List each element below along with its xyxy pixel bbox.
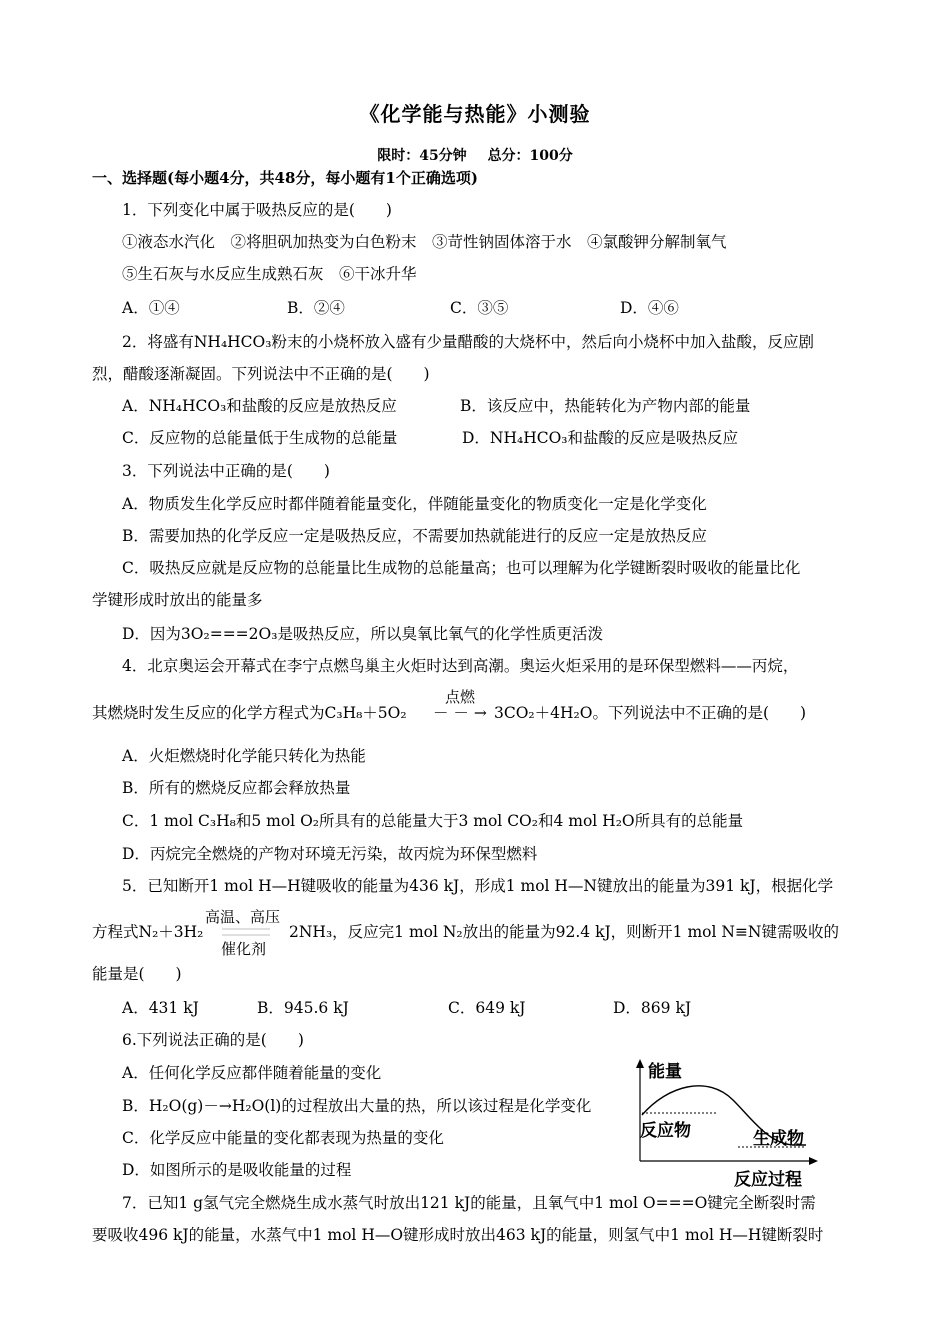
question-4-option-d: D．丙烷完全燃烧的产物对环境无污染，故丙烷为环保型燃料 bbox=[122, 845, 538, 863]
question-5-stem-2-end: 2NH₃，反应完1 mol N₂放出的能量为92.4 kJ，则断开1 mol N≡N键需吸收的 bbox=[289, 923, 839, 941]
question-2-option-d: D．NH₄HCO₃和盐酸的反应是吸热反应 bbox=[462, 429, 739, 447]
question-1-option-b: B．②④ bbox=[287, 299, 345, 317]
question-2-stem-1: 2．将盛有NH₄HCO₃粉末的小烧杯放入盛有少量醋酸的大烧杯中，然后向小烧杯中加入盐酸，反应剧 bbox=[122, 333, 814, 351]
question-3-option-c-2: 学键形成时放出的能量多 bbox=[92, 591, 263, 609]
energy-diagram bbox=[628, 1055, 828, 1190]
question-4-option-a: A．火炬燃烧时化学能只转化为热能 bbox=[122, 747, 366, 765]
exam-meta bbox=[0, 145, 950, 165]
section-heading: 一、选择题(每小题4分，共48分，每小题有1个正确选项) bbox=[92, 169, 478, 187]
question-4-stem-2-end: 3CO₂＋4H₂O。下列说法中不正确的是( ) bbox=[494, 704, 807, 722]
question-6-option-b: B．H₂O(g)－→H₂O(l)的过程放出大量的热，所以该过程是化学变化 bbox=[122, 1097, 592, 1115]
question-4-option-b: B．所有的燃烧反应都会释放热量 bbox=[122, 779, 351, 797]
question-4-stem-2-start: 其燃烧时发生反应的化学方程式为C₃H₈＋5O₂ bbox=[92, 704, 407, 722]
total-score: 总分：100分 bbox=[487, 148, 573, 164]
question-3-option-b: B．需要加热的化学反应一定是吸热反应，不需要加热就能进行的反应一定是放热反应 bbox=[122, 527, 707, 545]
question-6-option-d: D．如图所示的是吸收能量的过程 bbox=[122, 1161, 352, 1179]
question-5-option-c: C．649 kJ bbox=[448, 999, 526, 1017]
equilibrium-arrow-icon bbox=[212, 925, 282, 939]
diagram-x-label: 反应过程 bbox=[734, 1170, 802, 1190]
question-2-stem-2: 烈，醋酸逐渐凝固。下列说法中不正确的是( ) bbox=[92, 365, 430, 383]
question-6-option-a: A．任何化学反应都伴随着能量的变化 bbox=[122, 1064, 382, 1082]
question-5-stem-1: 5．已知断开1 mol H—H键吸收的能量为436 kJ，形成1 mol H—N键放出的能量为391 kJ，根据化学 bbox=[122, 877, 834, 895]
question-2-option-a: A．NH₄HCO₃和盐酸的反应是放热反应 bbox=[122, 397, 397, 415]
page-title: 《化学能与热能》小测验 bbox=[359, 102, 591, 126]
question-1-option-a: A．①④ bbox=[122, 299, 180, 317]
condition-top: 高温、高压 bbox=[205, 908, 281, 926]
diagram-y-label: 能量 bbox=[648, 1062, 682, 1082]
question-1-items-2: ⑤生石灰与水反应生成熟石灰 ⑥干冰升华 bbox=[122, 265, 417, 283]
question-2-option-c: C．反应物的总能量低于生成物的总能量 bbox=[122, 429, 398, 447]
question-5-option-d: D．869 kJ bbox=[613, 999, 692, 1017]
condition-bottom: 催化剂 bbox=[221, 940, 267, 958]
reaction-condition: 点燃 bbox=[445, 688, 476, 706]
question-3-stem: 3．下列说法中正确的是( ) bbox=[122, 462, 330, 480]
diagram-reactant-label: 反应物 bbox=[640, 1121, 691, 1141]
question-2-option-b: B．该反应中，热能转化为产物内部的能量 bbox=[460, 397, 751, 415]
reaction-arrow: － － → bbox=[433, 704, 487, 722]
question-3-option-d: D．因为3O₂===2O₃是吸热反应，所以臭氧比氧气的化学性质更活泼 bbox=[122, 625, 603, 643]
question-1-option-c: C．③⑤ bbox=[450, 299, 509, 317]
question-5-option-a: A．431 kJ bbox=[122, 999, 199, 1017]
question-3-option-c-1: C．吸热反应就是反应物的总能量比生成物的总能量高；也可以理解为化学键断裂时吸收的能量比化 bbox=[122, 559, 801, 577]
question-7-stem-2: 要吸收496 kJ的能量，水蒸气中1 mol H—O键形成时放出463 kJ的能量，则氢气中1 mol H—H键断裂时 bbox=[92, 1226, 824, 1244]
question-1-items-1: ①液态水汽化 ②将胆矾加热变为白色粉末 ③苛性钠固体溶于水 ④氯酸钾分解制氧气 bbox=[122, 233, 727, 251]
question-5-stem-2-start: 方程式N₂＋3H₂ bbox=[92, 923, 204, 941]
time-limit: 限时：45分钟 bbox=[377, 148, 467, 164]
question-1-option-d: D．④⑥ bbox=[620, 299, 679, 317]
question-6-stem: 6.下列说法正确的是( ) bbox=[122, 1031, 304, 1049]
question-3-option-a: A．物质发生化学反应时都伴随着能量变化，伴随能量变化的物质变化一定是化学变化 bbox=[122, 495, 707, 513]
question-5-option-b: B．945.6 kJ bbox=[257, 999, 349, 1017]
diagram-product-label: 生成物 bbox=[753, 1129, 804, 1149]
question-1-stem: 1．下列变化中属于吸热反应的是( ) bbox=[122, 201, 392, 219]
question-6-option-c: C．化学反应中能量的变化都表现为热量的变化 bbox=[122, 1129, 444, 1147]
question-7-stem-1: 7．已知1 g氢气完全燃烧生成水蒸气时放出121 kJ的能量，且氧气中1 mol O===O键完全断裂时需 bbox=[122, 1194, 816, 1212]
question-4-option-c: C．1 mol C₃H₈和5 mol O₂所具有的总能量大于3 mol CO₂和4 mol H₂O所具有的总能量 bbox=[122, 812, 744, 830]
question-4-stem-1: 4．北京奥运会开幕式在李宁点燃鸟巢主火炬时达到高潮。奥运火炬采用的是环保型燃料——丙烷， bbox=[122, 657, 799, 675]
question-5-stem-3: 能量是( ) bbox=[92, 965, 182, 983]
